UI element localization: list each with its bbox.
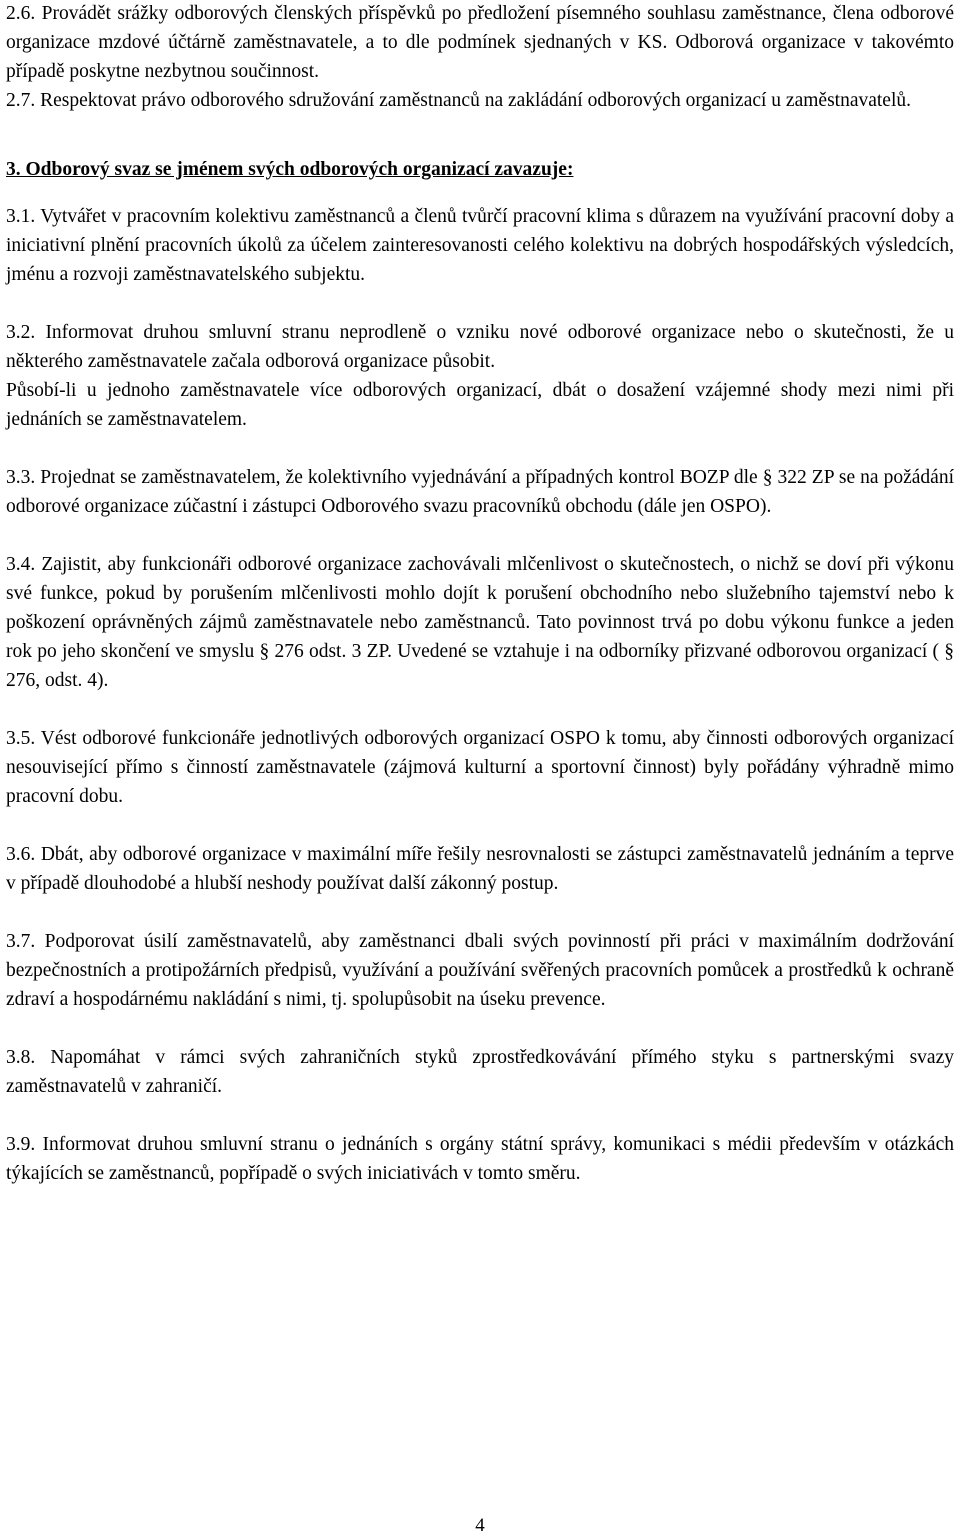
- paragraph-3-1: 3.1. Vytvářet v pracovním kolektivu zaměstnanců a členů tvůrčí pracovní klima s důrazem na využívání pracovní doby a iniciativní plnění pracovních úkolů za účelem zainteresovanosti celého kolektivu na dobrých hospodářských výsledcích, jménu a rozvoji zaměstnavatelského subjektu.: [6, 206, 954, 285]
- paragraph-3-2: 3.2. Informovat druhou smluvní stranu neprodleně o vzniku nové odborové organizace nebo o skutečnosti, že u některého zaměstnavatele začala odborová organizace působit.: [6, 322, 954, 372]
- paragraph-3-5: 3.5. Vést odborové funkcionáře jednotlivých odborových organizací OSPO k tomu, aby činnosti odborových organizací nesouvisející přímo s činností zaměstnavatele (zájmová kulturní a sportovní činnost) byly pořádány výhradně mimo pracovní dobu.: [6, 728, 954, 807]
- paragraph-3-7: 3.7. Podporovat úsilí zaměstnavatelů, aby zaměstnanci dbali svých povinností při práci v maximálním dodržování bezpečnostních a protipožárních předpisů, využívání a používání svěřených pracovních pomůcek a prostředků k ochraně zdraví a hospodárnému nakládání s nimi, tj. spolupůsobit na úseku prevence.: [6, 931, 954, 1010]
- paragraph-2-6: 2.6. Provádět srážky odborových členských příspěvků po předložení písemného souhlasu zaměstnance, člena odborové organizace mzdové účtárně zaměstnavatele, a to dle podmínek sjednaných v KS. Odborová organizace v takovémto případě poskytne nezbytnou součinnost.: [6, 3, 954, 82]
- paragraph-3-9: 3.9. Informovat druhou smluvní stranu o jednáních s orgány státní správy, komunikaci s médii především v otázkách týkajících se zaměstnanců, popřípadě o svých iniciativách v tomto směru.: [6, 1134, 954, 1184]
- section-heading-3: 3. Odborový svaz se jménem svých odborových organizací zavazuje:: [6, 159, 574, 180]
- page-number: 4: [475, 1515, 485, 1536]
- paragraph-3-6: 3.6. Dbát, aby odborové organizace v maximální míře řešily nesrovnalosti se zástupci zaměstnavatelů jednáním a teprve v případě dlouhodobé a hlubší neshody používat další zákonný postup.: [6, 844, 954, 894]
- paragraph-3-3: 3.3. Projednat se zaměstnavatelem, že kolektivního vyjednávání a případných kontrol BOZP dle § 322 ZP se na požádání odborové organizace zúčastní i zástupci Odborového svazu pracovníků obchodu (dále jen OSPO).: [6, 467, 954, 517]
- paragraph-3-8: 3.8. Napomáhat v rámci svých zahraničních styků zprostředkovávání přímého styku s partnerskými svazy zaměstnavatelů v zahraničí.: [6, 1047, 954, 1097]
- document-page: [6, 0, 954, 1188]
- paragraph-2-7: 2.7. Respektovat právo odborového sdružování zaměstnanců na zakládání odborových organizací u zaměstnavatelů.: [6, 90, 911, 111]
- paragraph-3-2-continued: Působí-li u jednoho zaměstnavatele více odborových organizací, dbát o dosažení vzájemné shody mezi nimi při jednáních se zaměstnavatelem.: [6, 380, 954, 430]
- paragraph-3-4: 3.4. Zajistit, aby funkcionáři odborové organizace zachovávali mlčenlivost o skutečnostech, o nichž se doví při výkonu své funkce, pokud by porušením mlčenlivosti mohlo dojít k porušení obchodního nebo služebního tajemství nebo k poškození oprávněných zájmů zaměstnavatele nebo zaměstnanců. Tato povinnost trvá po dobu výkonu funkce a jeden rok po jeho skončení ve smyslu § 276 odst. 3 ZP. Uvedené se vztahuje i na odborníky přizvané odborovou organizací ( § 276, odst. 4).: [6, 554, 954, 691]
